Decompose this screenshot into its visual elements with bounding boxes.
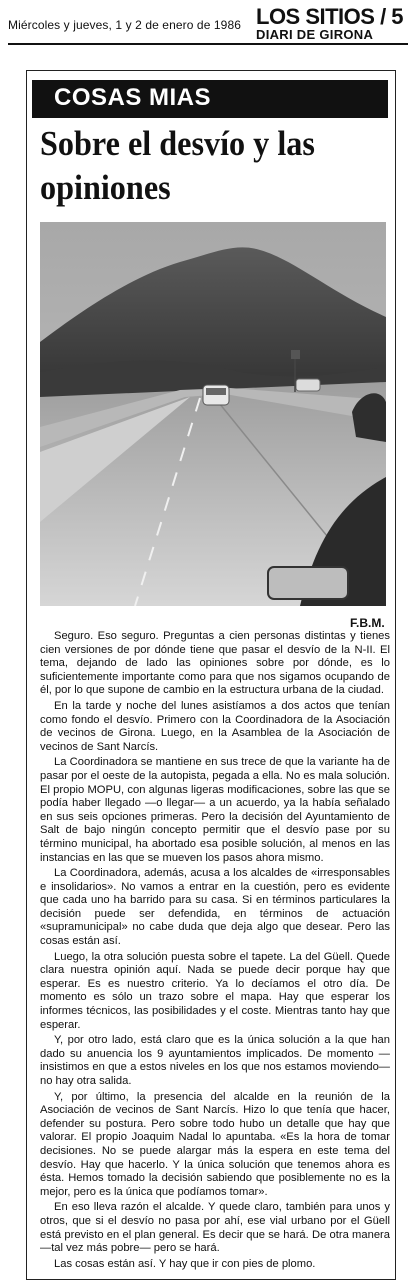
paragraph: La Coordinadora se mantiene en sus trece de que la variante ha de pasar por el oeste de la autopista, pegada a ella. No es mala solución. El propio MOPU, con algunas ligeras modificaciones, sobre las que se podía haber llegado —o llegar— a un acuerdo, ya la había señalado en sus seis opciones primeras. Pero la decisión del Ayuntamiento de Salt de bajo ningún concepto permitir que el desvío pase por su término municipal, ha abortado esa posible solución, al menos en las instancias en las que se mueven los pasos ahora mismo. [40, 756, 390, 864]
column-banner [32, 80, 388, 118]
publication-date: Miércoles y jueves, 1 y 2 de enero de 1986 [8, 18, 242, 32]
article-body [40, 630, 390, 1273]
column-label: COSAS MIAS [54, 84, 212, 111]
road-photo [40, 222, 386, 606]
headline: Sobre el desvío y las opiniones [40, 124, 315, 207]
masthead-rule [8, 43, 408, 45]
paragraph: La Coordinadora, además, acusa a los alcaldes de «irresponsables e insolidarios». No vamos a entrar en la cuestión, pero es evidente que cada uno ha barrido para su casa. Si en términos particulares la decisión puede ser defendida, en términos de actuación «supramunicipal» no cabe duda que deja algo que desear. Pero las cosas están así. [40, 867, 390, 948]
masthead [0, 0, 420, 44]
paragraph: En la tarde y noche del lunes asistíamos a dos actos que tenían como fondo el desvío. Primero con la Coordinadora de la Asociación de vecinos de Girona. Luego, en la Asamblea de la Asociación de vecinos de Sant Narcís. [40, 699, 390, 753]
paragraph: Y, por último, la presencia del alcalde en la reunión de la Asociación de vecinos de Sant Narcís. Hizo lo que tenía que hacer, defender su postura. Pero sobre todo hubo un detalle que hay que valorar. El propio Joaquim Nadal lo apuntaba. «Es la hora de tomar decisiones. No se puede alargar más la espera en este tema del desvío. Hay que hacerlo. Y la única solución que tenemos ahora es ésta. Hemos tomado la decisión sabiendo que posiblemente no es la mejor, pero es la única que podíamos tomar». [40, 1090, 390, 1198]
newspaper-name: DIARI DE GIRONA [256, 27, 374, 42]
paragraph: Luego, la otra solución puesta sobre el tapete. La del Güell. Quede clara nuestra opinión aquí. Nada se puede decir porque hay que esperar. Es es nuestro criterio. Ya lo decíamos el otro día. De momento es sólo un trazo sobre el mapa. Hay que esperar los informes técnicos, las posibilidades y el coste. Mientras tanto hay que esperar. [40, 950, 390, 1031]
paragraph: En eso lleva razón el alcalde. Y quede claro, también para unos y otros, que si el desvío no pasa por ahí, ese vial urbano por el Güell está previsto en el plan general. Es decir que se hará. De otra manera —tal vez más pobre— pero se hará. [40, 1201, 390, 1255]
byline: F.B.M. [350, 616, 385, 630]
paragraph: Las cosas están así. Y hay que ir con pies de plomo. [54, 1257, 316, 1270]
road-photo-illustration [40, 222, 386, 606]
paragraph: Seguro. Eso seguro. Preguntas a cien personas distintas y tienes cien versiones de por dónde tiene que pasar el desvío de la N-II. El tema, dejando de lado las opiniones sobre por dónde, es lo suficientemente importante como para que nos sigamos ocupando de él, por lo que supone de cambio en la estructura urbana de la ciudad. [40, 630, 390, 697]
section-title: LOS SITIOS / 5 [256, 4, 404, 29]
paragraph: Y, por otro lado, está claro que es la única solución a la que han dado su anuencia los 9 ayuntamientos implicados. De momento —insistimos en que a estos niveles en los que nos estamos moviendo— no hay otra salida. [40, 1034, 390, 1087]
